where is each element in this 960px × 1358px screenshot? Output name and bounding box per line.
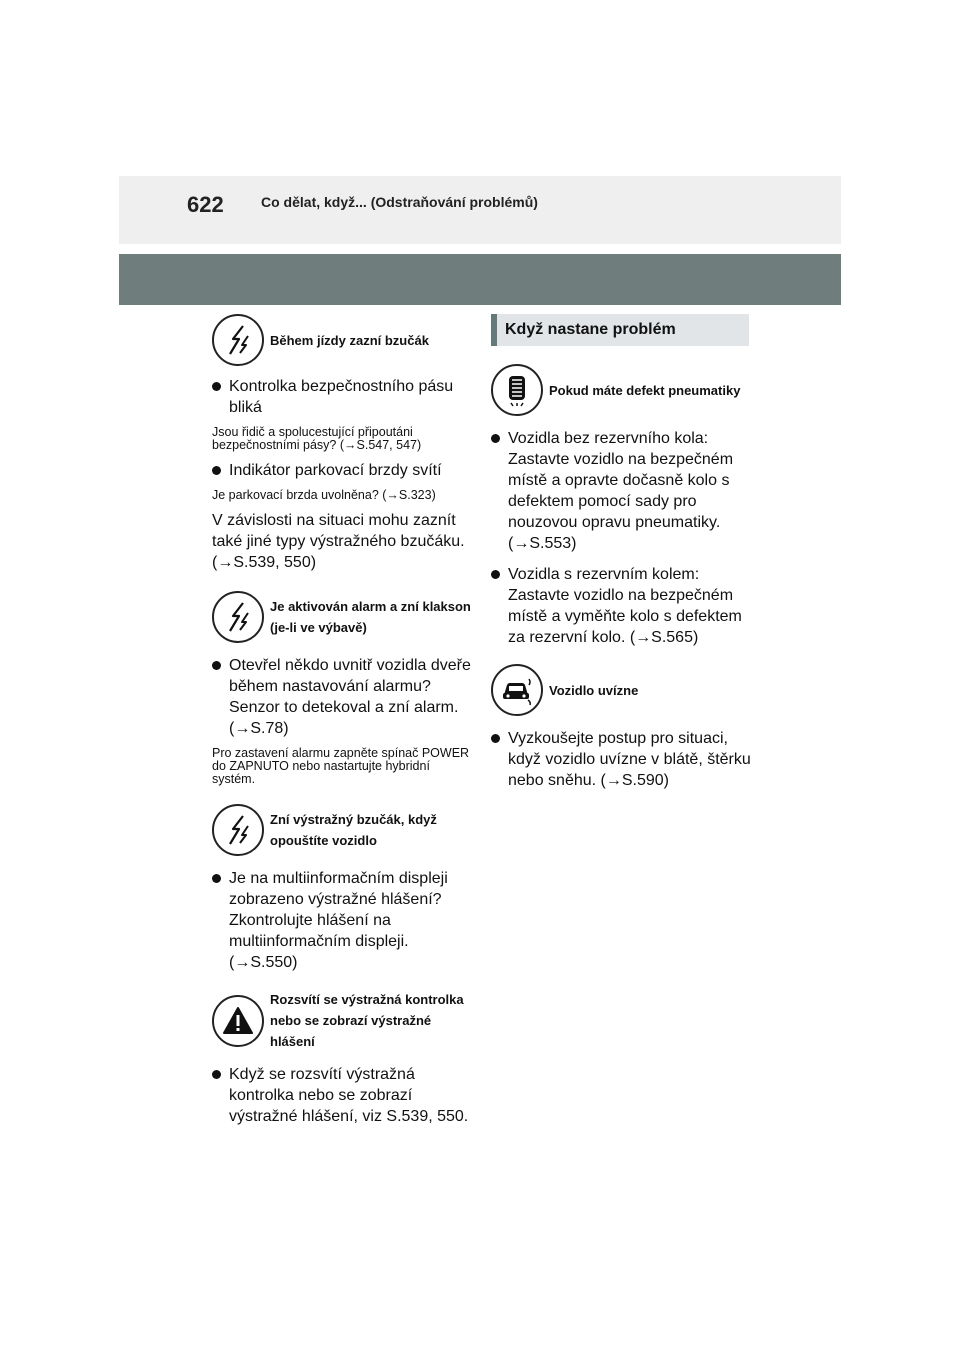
stuck-bullet: Vyzkoušejte postup pro situaci, když vozidlo uvízne v blátě, štěrku nebo sněhu. (→S.590) [491, 728, 751, 791]
warning-icon [212, 995, 264, 1047]
parking-brake-bullet: Indikátor parkovací brzdy svítí [212, 460, 472, 481]
buzzer-icon [212, 804, 264, 856]
stuck-heading [491, 664, 751, 716]
flat-tire-label: Pokud máte defekt pneumatiky [549, 382, 741, 398]
stuck-car-icon [491, 664, 543, 716]
buzzer-icon [212, 591, 264, 643]
right-column [491, 314, 751, 791]
buzzer-driving-label: Během jízdy zazní bzučák [270, 332, 429, 348]
warning-light-heading [212, 989, 472, 1052]
alarm-label: Je aktivován alarm a zní klakson (je-li ve výbavě) [270, 599, 471, 635]
left-column [212, 314, 472, 1127]
section-title: Když nastane problém [491, 314, 749, 346]
alarm-heading [212, 591, 472, 643]
stuck-label: Vozidlo uvízne [549, 682, 639, 698]
no-spare-bullet: Vozidla bez rezervního kola: Zastavte vozidlo na bezpečném místě a opravte dočasně kolo s defektem pomocí sady pro nouzovou opravu pneumatiky. (→S.553) [491, 428, 751, 554]
leaving-vehicle-label: Zní výstražný bzučák, když opouštíte vozidlo [270, 812, 437, 848]
multiinfo-bullet: Je na multiinformačním displeji zobrazeno výstražné hlášení? Zkontrolujte hlášení na multiinformačním displeji. (→S.550) [212, 868, 472, 973]
page-number: 622 [187, 192, 224, 217]
warning-light-bullet: Když se rozsvítí výstražná kontrolka nebo se zobrazí výstražné hlášení, viz S.539, 550. [212, 1064, 472, 1127]
flat-tire-heading [491, 364, 751, 416]
parking-brake-note: Je parkovací brzda uvolněna? (→S.323) [212, 488, 436, 502]
flat-tire-icon [491, 364, 543, 416]
with-spare-bullet: Vozidla s rezervním kolem: Zastavte vozidlo na bezpečném místě a vyměňte kolo s defektem za rezervní kolo. (→S.565) [491, 564, 751, 648]
page-header [119, 176, 841, 244]
header-band [119, 254, 841, 305]
seatbelt-bullet: Kontrolka bezpečnostního pásu bliká [212, 376, 472, 418]
leaving-vehicle-heading [212, 804, 472, 856]
buzzer-icon [212, 314, 264, 366]
other-buzzers-paragraph: V závislosti na situaci mohu zaznít také jiné typy výstražného bzučáku. (→S.539, 550) [212, 512, 465, 571]
alarm-bullet: Otevřel někdo uvnitř vozidla dveře během nastavování alarmu? Senzor to detekoval a zní alarm. (→S.78) [212, 655, 472, 739]
alarm-note: Pro zastavení alarmu zapněte spínač POWER do ZAPNUTO nebo nastartujte hybridní systém. [212, 746, 470, 786]
warning-light-label: Rozsvítí se výstražná kontrolka nebo se zobrazí výstražné hlášení [270, 992, 464, 1049]
chapter-title: Co dělat, když... (Odstraňování problémů) [261, 194, 538, 210]
buzzer-driving-heading [212, 314, 472, 366]
seatbelt-note: Jsou řidič a spolucestující připoutáni bezpečnostními pásy? (→S.547, 547) [212, 425, 422, 452]
